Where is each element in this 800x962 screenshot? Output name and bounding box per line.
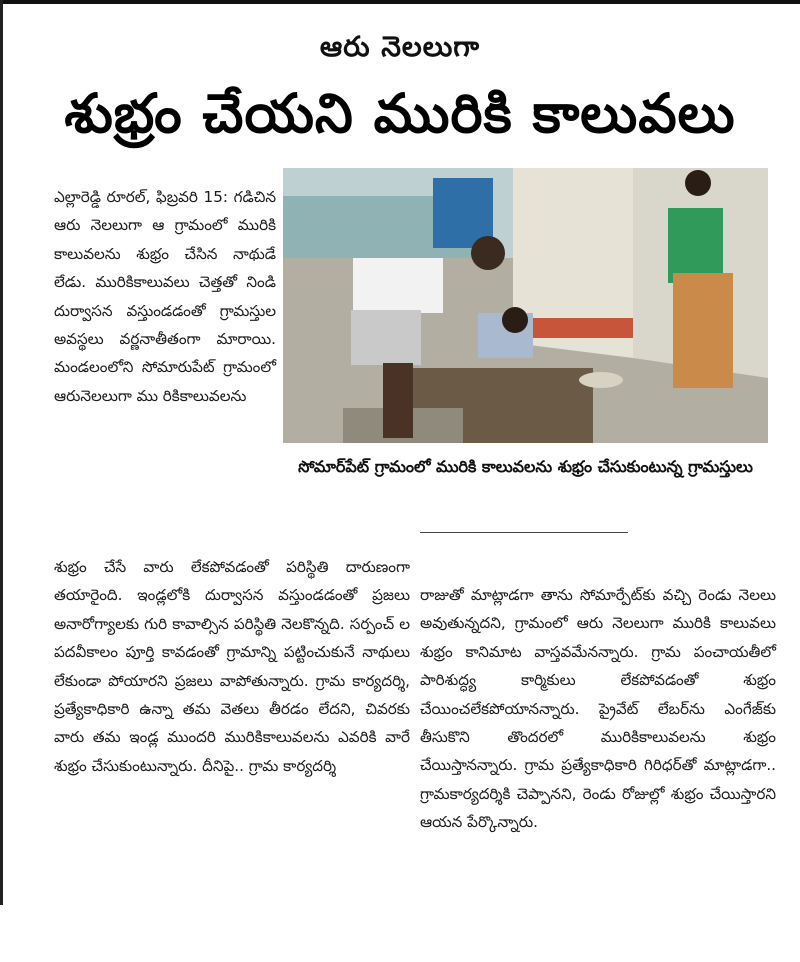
article-body-column-right xyxy=(420,581,776,837)
page-top-rule xyxy=(0,0,800,4)
photo-worker-head xyxy=(471,236,505,270)
photo-worker-white-vest xyxy=(353,258,443,313)
article-kicker: ఆరు నెలలుగా xyxy=(319,30,481,63)
photo-bowl xyxy=(579,372,623,388)
article-paragraph-right: రాజుతో మాట్లాడగా తాను సోమార్పేట్‌కు వచ్చి రెండు నెలలు అవుతున్నదని, గ్రామంలో ఆరు నెలలుగా మురికి కాలువలు శుభ్రం కానిమాట వాస్తవమేనన్నారు. గ్రామ పంచాయతీలో పారిశుద్ధ్య కార్మికులు లేకపోవడంతో శుభ్రం చేయించలేకపోయానన్నారు. ప్రైవేట్ లేబర్‌ను ఎంగేజ్‌కు తీసుకొని తొందరలో మురికికాలువలను శుభ్రం చేయిస్తానన్నారు. గ్రామ ప్రత్యేకాధికారి గిరిధర్‌తో మాట్లాడగా.. గ్రామకార్యదర్శికి చెప్పానని, రెండు రోజుల్లో శుభ్రం చేయిస్తారని ఆయన పేర్కొన్నారు. xyxy=(420,586,776,832)
photo-second-worker-head xyxy=(502,307,528,333)
photo-woman-green-blouse xyxy=(668,208,723,283)
article-headline: శుభ్రం చేయని మురికి కాలువలు xyxy=(64,82,736,145)
article-paragraph-continued: శుభ్రం చేసే వారు లేకపోవడంతో పరిస్థితి దారుణంగా తయారైంది. ఇండ్లలోకి దుర్వాసన వస్తుండడంతో ప్రజలు అనారోగ్యాలకు గురి కావాల్సిన పరిస్థితి నెలకొన్నది. సర్పంచ్ ల పదవీకాలం పూర్తి కావడంతో గ్రామాన్ని పట్టించుకునే నాథులు లేకుండా పోయారని ప్రజలు వాపోతున్నారు. గ్రామ కార్యదర్శి, ప్రత్యేకాధికారి ఉన్నా తమ వెతలు తీరడం లేదని, చివరకు వారు తమ ఇండ్ల ముందరి మురికికాలువలను ఎవరికి వారే శుభ్రం చేసుకుంటున్నారు. దీనిపై.. గ్రామ కార్యదర్శి xyxy=(54,558,410,775)
article-body-column-left xyxy=(54,553,410,780)
photo-caption: సోమార్‌పేట్ గ్రామంలో మురికి కాలువలను శుభ్రం చేసుకుంటున్న గ్రామస్తులు xyxy=(298,457,753,476)
photo-worker-legs xyxy=(383,363,413,438)
article-photo xyxy=(283,168,768,443)
drain-cleaning-photo xyxy=(283,168,768,443)
article-body-column-top xyxy=(54,183,276,410)
photo-red-plinth xyxy=(523,318,633,338)
article-paragraph-lead: ఎల్లారెడ్డి రూరల్, ఫిబ్రవరి 15: గడిచిన ఆరు నెలలుగా ఆ గ్రామంలో మురికి కాలువలను శుభ్రం చేసిన నాథుడే లేడు. మురికికాలువలు చెత్తతో నిండి దుర్వాసన వస్తుండడంతో గ్రామస్తుల అవస్థలు వర్ణనాతీతంగా మారాయి. మండలంలోని సోమారుపేట్ గ్రామంలో ఆరునెలలుగా ము రికికాలువలను xyxy=(54,188,276,405)
photo-woman-head xyxy=(685,170,711,196)
photo-worker-lungi xyxy=(351,310,421,365)
photo-woman-saree xyxy=(673,273,733,388)
caption-divider xyxy=(420,532,628,533)
